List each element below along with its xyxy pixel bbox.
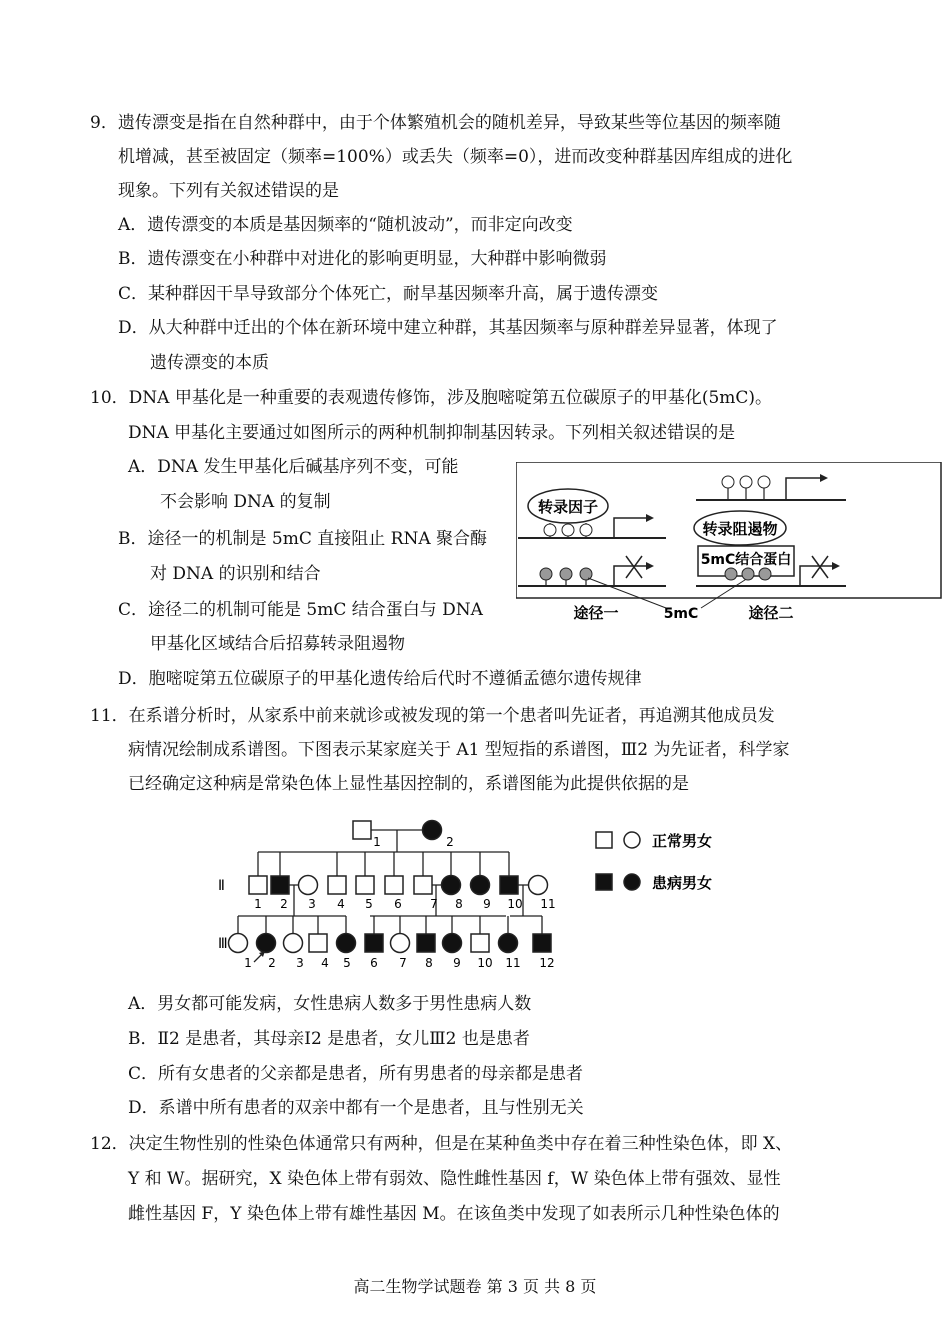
q10-stem-line1: 10．DNA 甲基化是一种重要的表观遗传修饰，涉及胞嘧啶第五位碳原子的甲基化(5mC)。 <box>90 388 773 408</box>
gen2-person-6 <box>385 876 403 894</box>
gen3-number-12: 12 <box>539 956 555 970</box>
gen2-number-5: 5 <box>365 897 373 911</box>
gen3-number-6: 6 <box>370 956 378 970</box>
gen3-person-8 <box>417 934 435 952</box>
q11-option-a: A．男女都可能发病，女性患病人数多于男性患病人数 <box>128 994 532 1014</box>
gen3-number-9: 9 <box>453 956 461 970</box>
q10-option-b-line1: B．途径一的机制是 5mC 直接阻止 RNA 聚合酶 <box>118 529 488 549</box>
gen1-person-1 <box>353 821 371 839</box>
q12-stem-line2: Y 和 W。据研究，X 染色体上带有弱效、隐性雌性基因 f，W 染色体上带有强效、显性 <box>128 1169 781 1189</box>
path2-label: 途径二 <box>748 604 794 622</box>
q9-option-c: C．某种群因干旱导致部分个体死亡，耐旱基因频率升高，属于遗传漂变 <box>118 284 659 304</box>
pedigree-chart <box>210 812 750 972</box>
q11-stem-line1: 11．在系谱分析时，从家系中前来就诊或被发现的第一个患者叫先证者，再追溯其他成员发 <box>90 706 775 726</box>
q9-option-a: A．遗传漂变的本质是基因频率的“随机波动”，而非定向改变 <box>118 215 573 235</box>
legend-affected-male <box>596 874 612 890</box>
methylation-diagram <box>516 462 942 630</box>
q11-option-c: C．所有女患者的父亲都是患者，所有男患者的母亲都是患者 <box>128 1064 584 1084</box>
q9-option-d-line2: 遗传漂变的本质 <box>150 353 269 373</box>
generation-ii-label: Ⅱ <box>218 878 225 894</box>
gen3-number-4: 4 <box>321 956 329 970</box>
gen2-number-8: 8 <box>455 897 463 911</box>
gen3-person-4 <box>309 934 327 952</box>
path1-label: 途径一 <box>573 604 619 622</box>
gen3-person-6 <box>365 934 383 952</box>
pathway-two <box>694 474 846 622</box>
q11-stem-line2: 病情况绘制成系谱图。下图表示某家庭关于 A1 型短指的系谱图，Ⅲ2 为先证者，科学家 <box>128 740 790 760</box>
gen3-number-5: 5 <box>343 956 351 970</box>
q9-stem-line2: 机增减，甚至被固定（频率=100%）或丢失（频率=0），进而改变种群基因库组成的进化 <box>118 147 793 167</box>
q10-option-c-line1: C．途径二的机制可能是 5mC 结合蛋白与 DNA <box>118 600 483 620</box>
binding-protein-label: 5mC结合蛋白 <box>700 552 792 568</box>
gen2-person-10 <box>500 876 518 894</box>
q10-option-c-line2: 甲基化区域结合后招募转录阻遏物 <box>150 634 405 654</box>
repressor-label: 转录阻遏物 <box>702 520 778 538</box>
gen2-person-4 <box>328 876 346 894</box>
gen2-person-9 <box>471 876 490 895</box>
gen3-number-8: 8 <box>425 956 433 970</box>
gen2-person-11 <box>529 876 548 895</box>
gen2-number-2: 2 <box>280 897 288 911</box>
mc-label: 5mC <box>663 606 699 622</box>
gen3-number-3: 3 <box>296 956 304 970</box>
q11-option-b: B．Ⅱ2 是患者，其母亲Ⅰ2 是患者，女儿Ⅲ2 也是患者 <box>128 1029 530 1049</box>
gen3-person-10 <box>471 934 489 952</box>
q11-stem-line3: 已经确定这种病是常染色体上显性基因控制的，系谱图能为此提供依据的是 <box>128 774 689 794</box>
legend-normal-male <box>596 832 612 848</box>
gen3-number-10: 10 <box>477 956 493 970</box>
q9-option-b: B．遗传漂变在小种群中对进化的影响更明显，大种群中影响微弱 <box>118 249 607 269</box>
gen2-person-7 <box>414 876 432 894</box>
gen1-person-2 <box>423 821 442 840</box>
gen3-person-9 <box>443 934 462 953</box>
gen3-person-12 <box>533 934 551 952</box>
gen2-person-1 <box>249 876 267 894</box>
gen3-person-5 <box>337 934 356 953</box>
q9-stem-line1: 9．遗传漂变是指在自然种群中，由于个体繁殖机会的随机差异，导致某些等位基因的频率随 <box>90 113 781 133</box>
gen3-person-3 <box>284 934 303 953</box>
q11-option-d: D．系谱中所有患者的双亲中都有一个是患者，且与性别无关 <box>128 1098 584 1118</box>
gen2-person-5 <box>356 876 374 894</box>
gen2-number-9: 9 <box>483 897 491 911</box>
gen2-number-3: 3 <box>308 897 316 911</box>
gen3-number-7: 7 <box>399 956 407 970</box>
legend-normal-label: 正常男女 <box>652 832 713 850</box>
page-footer: 高二生物学试题卷 第 3 页 共 8 页 <box>353 1277 597 1296</box>
gen2-number-10: 10 <box>507 897 523 911</box>
q10-option-b-line2: 对 DNA 的识别和结合 <box>150 564 321 584</box>
gen2-person-2 <box>271 876 289 894</box>
q10-stem-line2: DNA 甲基化主要通过如图所示的两种机制抑制基因转录。下列相关叙述错误的是 <box>128 423 736 443</box>
transcription-factor-label: 转录因子 <box>537 498 599 516</box>
gen3-number-2: 2 <box>268 956 276 970</box>
legend-affected-label: 患病男女 <box>652 874 713 892</box>
gen2-number-4: 4 <box>337 897 345 911</box>
q9-stem-line3: 现象。下列有关叙述错误的是 <box>118 181 339 201</box>
q12-stem-line3: 雌性基因 F，Y 染色体上带有雄性基因 M。在该鱼类中发现了如表所示几种性染色体的 <box>128 1204 780 1224</box>
q10-option-a-line2: 不会影响 DNA 的复制 <box>160 492 331 512</box>
pathway-one <box>518 489 666 622</box>
gen3-number-11: 11 <box>505 956 521 970</box>
q9-option-d-line1: D．从大种群中迁出的个体在新环境中建立种群，其基因频率与原种群差异显著，体现了 <box>118 318 778 338</box>
gen3-person-2 <box>257 934 276 953</box>
gen2-number-7: 7 <box>430 897 438 911</box>
generation-iii-label: Ⅲ <box>218 936 228 952</box>
gen3-person-7 <box>391 934 410 953</box>
legend-normal-female <box>624 832 640 848</box>
legend-affected-female <box>624 874 640 890</box>
gen2-number-11: 11 <box>540 897 556 911</box>
gen2-number-6: 6 <box>394 897 402 911</box>
gen2-person-8 <box>442 876 461 895</box>
gen1-number-1: 1 <box>373 835 381 849</box>
gen2-number-1: 1 <box>254 897 262 911</box>
gen2-person-3 <box>299 876 318 895</box>
q10-option-d: D．胞嘧啶第五位碳原子的甲基化遗传给后代时不遵循孟德尔遗传规律 <box>118 669 642 689</box>
gen3-person-1 <box>229 934 248 953</box>
q10-option-a-line1: A．DNA 发生甲基化后碱基序列不变，可能 <box>128 457 459 477</box>
gen3-person-11 <box>499 934 518 953</box>
q12-stem-line1: 12．决定生物性别的性染色体通常只有两种，但是在某种鱼类中存在着三种性染色体，即 X、 <box>90 1134 793 1154</box>
gen3-number-1: 1 <box>244 956 252 970</box>
gen1-number-2: 2 <box>446 835 454 849</box>
